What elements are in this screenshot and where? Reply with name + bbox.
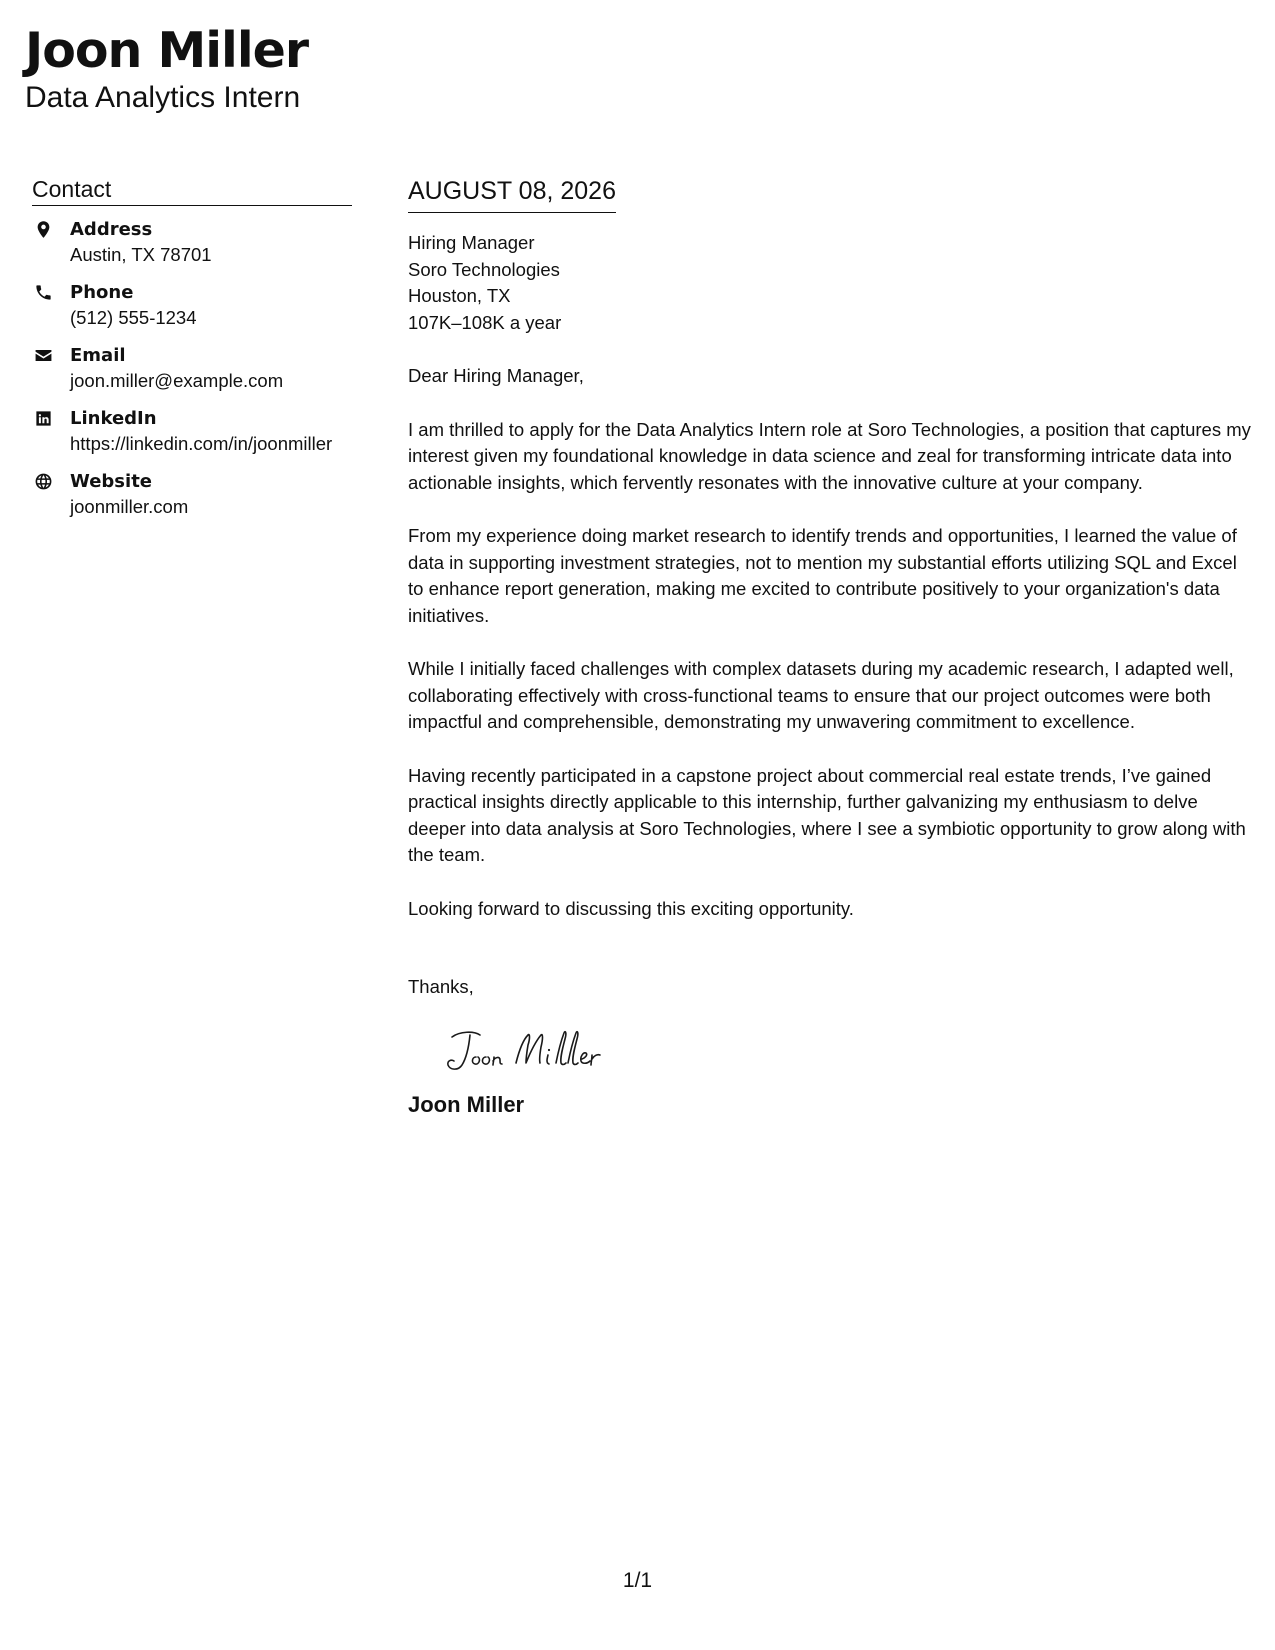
phone-value[interactable]: (512) 555-1234 [70, 307, 197, 328]
recipient-company: Soro Technologies [408, 258, 560, 280]
recipient-location: Houston, TX [408, 285, 511, 306]
contact-item-email [32, 343, 352, 393]
recipient-role: Hiring Manager [408, 232, 535, 253]
phone-icon [32, 281, 54, 303]
contact-item-phone [32, 280, 352, 330]
contact-label: LinkedIn [70, 408, 157, 429]
contact-label: Email [70, 345, 126, 366]
email-icon [32, 344, 54, 366]
applicant-title: Data Analytics Intern [25, 81, 301, 114]
contact-label: Address [70, 219, 153, 240]
globe-icon [32, 470, 54, 492]
letter-paragraph: From my experience doing market research to identify trends and opportunities, I learned the value of data in supporting investment strategies, not to mention my substantial efforts utilizing SQL and Excel to enhance report generation, making me excited to contribute positively to your organization's data initiatives. [408, 525, 1237, 626]
recipient-salary: 107K–108K a year [408, 311, 562, 333]
handwritten-signature [442, 1023, 642, 1079]
linkedin-value[interactable]: https://linkedin.com/in/joonmiller [70, 433, 333, 454]
letter-paragraph: Having recently participated in a capstone project about commercial real estate trends, I’ve gained practical insights directly applicable to this internship, further galvanizing my enthusiasm to delve deeper into data analysis at Soro Technologies, where I see a symbiotic opportunity to grow along with the team. [408, 764, 1246, 865]
signer-name: Joon Miller [408, 1091, 525, 1117]
contact-label: Website [70, 471, 153, 492]
closing: Thanks, [408, 976, 474, 997]
contact-list [32, 217, 352, 519]
contact-item-website [32, 469, 352, 519]
letter-paragraph: While I initially faced challenges with complex datasets during my academic research, I adapted well, collaborating effectively with cross-functional teams to ensure that our project outcomes were both impactful and comprehensible, demonstrating my unwavering commitment to excellence. [408, 658, 1234, 732]
cover-letter [408, 176, 1253, 1119]
page-number: 1/1 [622, 1569, 653, 1592]
email-value[interactable]: joon.miller@example.com [70, 370, 284, 391]
contact-heading: Contact [32, 176, 352, 206]
website-value[interactable]: joonmiller.com [70, 496, 189, 517]
location-pin-icon [32, 218, 54, 240]
contact-item-address [32, 217, 352, 267]
contact-sidebar [32, 176, 352, 532]
recipient-block [408, 230, 1253, 336]
address-value: Austin, TX 78701 [70, 244, 212, 265]
salutation: Dear Hiring Manager, [408, 365, 584, 386]
contact-label: Phone [70, 282, 134, 303]
letter-date: AUGUST 08, 2026 [408, 176, 616, 213]
letter-paragraph: I am thrilled to apply for the Data Analytics Intern role at Soro Technologies, a position that captures my interest given my foundational knowledge in data science and zeal for transforming intricate data into actionable insights, which fervently resonates with the innovative culture at your company. [408, 418, 1251, 493]
applicant-name: Joon Miller [25, 22, 309, 79]
letter-paragraph: Looking forward to discussing this exciting opportunity. [408, 897, 854, 919]
linkedin-icon [32, 407, 54, 429]
contact-item-linkedin [32, 406, 352, 456]
